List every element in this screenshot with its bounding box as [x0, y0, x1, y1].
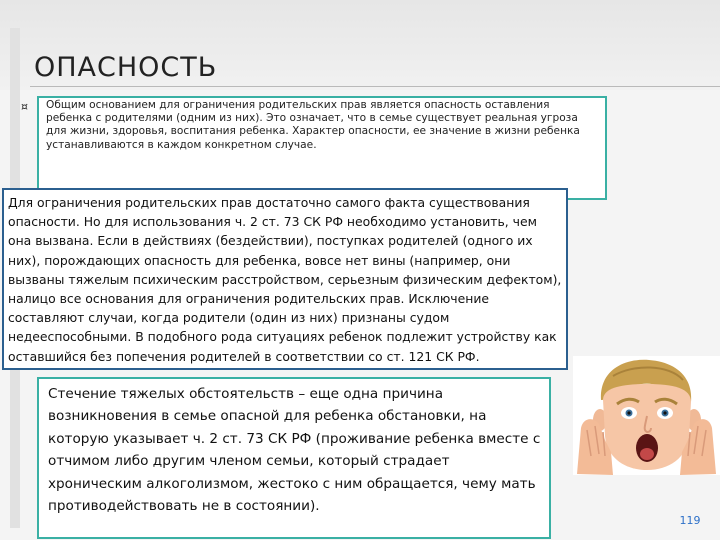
page-number: 119: [679, 514, 701, 527]
paragraph-fact-of-danger: Для ограничения родительских прав достаточно самого факта существования опасности. Но для использования ч. 2 ст. 73 СК РФ необходимо установить, чем она вызвана. Если в действиях (бездействии), поступках родителей (одного их них), порождающих опасность для ребенка, вовсе нет вины (например, они вызваны тяжелым психическим расстройством, серьезным физическим дефектом), налицо все основания для ограничения родительских прав. Исключение составляют случаи, когда родители (один из них) признаны судом недееспособными. В подобного рода ситуациях ребенок подлежит устройству как оставшийся без попечения родителей в соответствии со ст. 121 СК РФ.: [8, 195, 562, 364]
paragraph-difficult-circumstances: Стечение тяжелых обстоятельств – еще одна причина возникновения в семье опасной для ребенка обстановки, на которую указывает ч. 2 ст. 73 СК РФ (проживание ребенка вместе с отчимом либо другим членом семьи, который страдает хроническим алкоголизмом, жестоко с ним обращается, чему мать противодействовать не в состоянии).: [48, 386, 541, 515]
slide-title: ОПАСНОСТЬ: [34, 52, 218, 83]
title-divider: [30, 86, 720, 87]
screaming-boy-illustration: [573, 356, 720, 475]
paragraph-general-basis: Общим основанием для ограничения родительских прав является опасность оставления ребенка с родителями (одним из них). Это означает, что в семье существует реальная угроза для жизни, здоровья, воспитания ребенка. Характер опасности, ее значение в жизни ребенка устанавливаются в каждом конкретном случае.: [46, 99, 580, 151]
bullet-icon: ¤: [21, 100, 28, 113]
photo-screaming-boy: [573, 356, 720, 475]
